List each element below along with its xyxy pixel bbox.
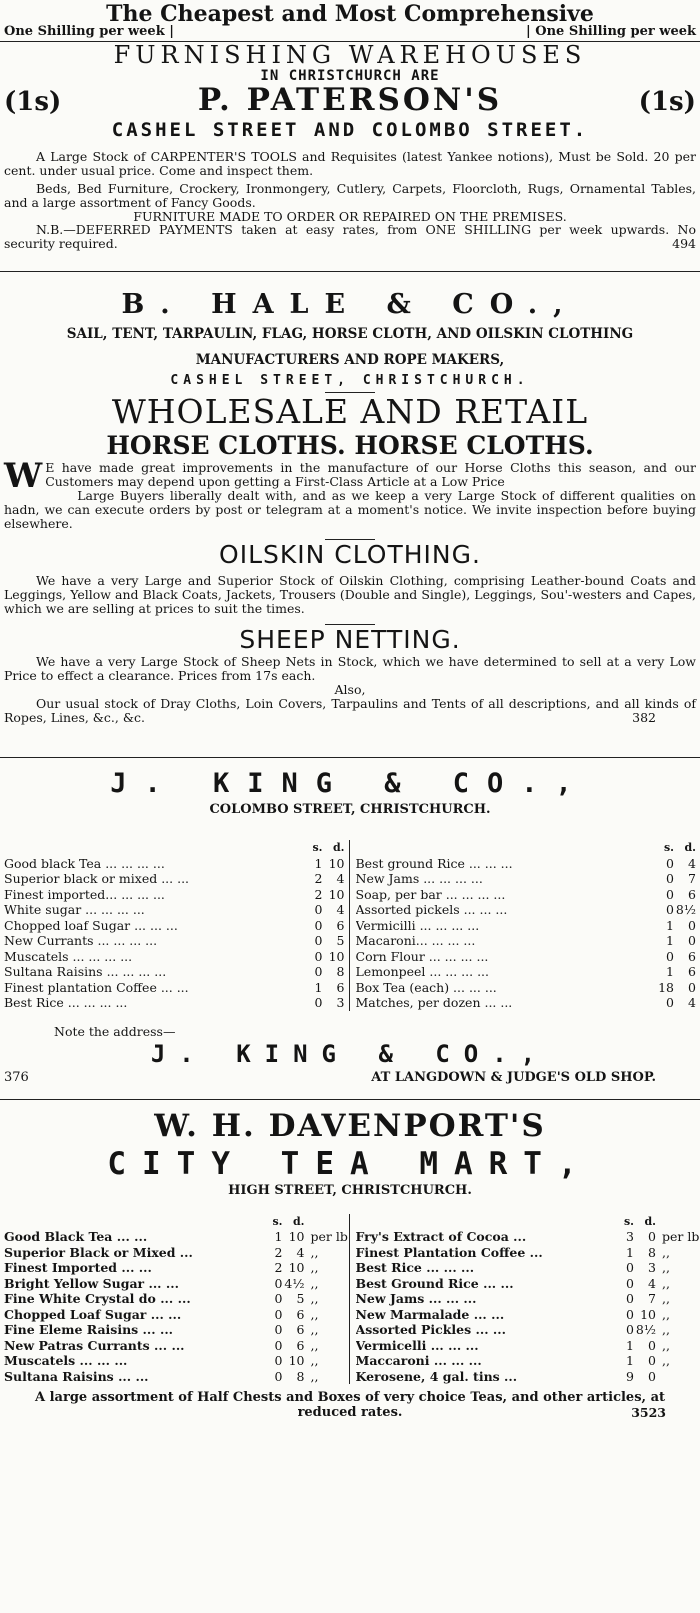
price-header — [4, 1214, 345, 1230]
hale-name: B. HALE & CO., — [121, 289, 579, 320]
item-shillings: 0 — [274, 1353, 283, 1368]
item-pence: 3 — [648, 1260, 656, 1275]
item-shillings: 0 — [274, 1322, 283, 1337]
item-shillings: 0 — [314, 933, 323, 948]
item-unit: ,, — [662, 1291, 670, 1306]
item-pence: 8 — [648, 1244, 656, 1260]
price-row — [356, 871, 697, 887]
davenport-name: W. H. DAVENPORT'S — [154, 1107, 546, 1144]
item-name: Bright Yellow Sugar ... ... — [4, 1275, 179, 1291]
davenport-price-list — [4, 1214, 700, 1385]
item-shillings: 1 — [314, 855, 323, 871]
price-row — [4, 887, 345, 903]
item-pence: 0 — [688, 979, 696, 995]
drop-cap: W — [4, 456, 43, 496]
item-pence: 4½ — [284, 1275, 305, 1291]
also-line: Also, — [334, 682, 366, 697]
hale-makers: MANUFACTURERS AND ROPE MAKERS, — [195, 352, 505, 368]
item-pence: 5 — [296, 1291, 305, 1306]
davenport-price-column-right — [350, 1214, 700, 1385]
item-name: Superior black or mixed ... ... — [4, 871, 190, 886]
item-shillings: 0 — [626, 1260, 634, 1275]
price-row — [356, 1369, 697, 1385]
price-header — [4, 840, 345, 856]
item-name: Chopped Loaf Sugar ... ... — [4, 1306, 182, 1322]
price-row — [356, 933, 697, 949]
advert-number: 382 — [632, 710, 656, 725]
item-pence: 10 — [288, 1229, 305, 1244]
price-row — [4, 1245, 345, 1261]
furniture-notice: FURNITURE MADE TO ORDER OR REPAIRED ON THE PREMISES. — [133, 209, 567, 224]
item-unit: ,, — [310, 1337, 319, 1353]
item-name: New Currants ... ... ... ... — [4, 933, 158, 948]
item-name: Sultana Raisins ... ... ... ... — [4, 964, 167, 979]
item-unit: ,, — [310, 1275, 319, 1291]
item-name: Best ground Rice ... ... ... — [355, 855, 513, 871]
price-row — [4, 964, 345, 980]
item-pence: 8½ — [635, 1322, 656, 1337]
item-unit: ,, — [662, 1260, 670, 1275]
pence-header: d. — [684, 841, 696, 854]
item-unit: ,, — [662, 1306, 670, 1322]
item-name: Fine White Crystal do ... ... — [4, 1291, 191, 1306]
item-name: New Patras Currants ... ... — [4, 1337, 185, 1353]
price-row — [4, 995, 345, 1011]
price-header — [356, 840, 697, 856]
king-address: COLOMBO STREET, CHRISTCHURCH. — [209, 802, 491, 817]
shilling-left: One Shilling per week | — [4, 24, 174, 39]
item-shillings: 1 — [666, 964, 674, 979]
price-row — [4, 1229, 348, 1245]
item-shillings: 0 — [274, 1337, 283, 1353]
item-unit: ,, — [310, 1353, 319, 1368]
item-shillings: 1 — [314, 979, 323, 995]
item-shillings: 0 — [666, 948, 674, 964]
item-pence: 4 — [336, 902, 345, 917]
price-row — [4, 1353, 345, 1369]
price-row — [356, 1307, 697, 1323]
item-pence: 6 — [296, 1337, 305, 1353]
item-name: Chopped loaf Sugar ... ... ... — [4, 917, 178, 933]
item-shillings: 0 — [274, 1368, 283, 1384]
item-pence: 5 — [336, 933, 345, 948]
item-shillings: 0 — [626, 1275, 634, 1291]
price-row — [4, 1276, 345, 1292]
item-unit: ,, — [310, 1306, 319, 1322]
item-shillings: 0 — [274, 1291, 283, 1306]
item-name: Fry's Extract of Cocoa ... — [355, 1229, 527, 1244]
item-unit: ,, — [310, 1322, 319, 1337]
item-shillings: 2 — [274, 1260, 283, 1275]
pence-header: d. — [292, 1214, 305, 1228]
king-name: J. KING & CO., — [110, 768, 590, 799]
item-name: Best Ground Rice ... ... — [355, 1275, 514, 1291]
in-city-heading: IN CHRISTCHURCH ARE — [260, 68, 440, 84]
item-pence: 4 — [688, 995, 696, 1010]
item-name: Box Tea (each) ... ... ... — [355, 979, 497, 995]
wholesale-heading: WHOLESALE AND RETAIL — [111, 392, 589, 431]
item-name: Soap, per bar ... ... ... ... — [355, 886, 506, 902]
price-row — [356, 1291, 697, 1307]
advert-number: 3523 — [631, 1405, 666, 1420]
item-pence: 6 — [688, 886, 696, 902]
item-shillings: 9 — [626, 1368, 634, 1384]
price-tag-right: (1s) — [638, 87, 696, 117]
item-pence: 7 — [648, 1291, 656, 1306]
item-shillings: 0 — [626, 1322, 634, 1337]
tools-paragraph: A Large Stock of CARPENTER'S TOOLS and Requisites (latest Yankee notions), Must be Sold. 20 per cent. under usual price. Come and inspect them. — [4, 149, 696, 178]
price-row — [4, 949, 345, 965]
advert-number: 494 — [672, 236, 696, 251]
item-pence: 0 — [648, 1229, 656, 1244]
price-row — [356, 1260, 697, 1276]
price-row — [4, 933, 345, 949]
shillings-header: s. — [272, 1214, 283, 1228]
item-name: New Marmalade ... ... — [355, 1306, 505, 1322]
item-name: Muscatels ... ... ... ... — [4, 948, 133, 964]
item-unit: per lb — [310, 1229, 348, 1244]
davenport-mart: CITY TEA MART, — [107, 1145, 593, 1182]
shillings-header: s. — [623, 1214, 634, 1228]
price-row — [356, 964, 697, 980]
price-tag-left: (1s) — [4, 87, 62, 117]
goods-paragraph: Beds, Bed Furniture, Crockery, Ironmongery, Cutlery, Carpets, Floorcloth, Rugs, Ornamental Tables, and a large assortment of Fancy Goods. — [4, 181, 696, 210]
item-shillings: 0 — [314, 917, 323, 933]
item-pence: 6 — [688, 948, 696, 964]
davenport-footer: A large assortment of Half Chests and Boxes of very choice Teas, and other articles, at reduced rates. — [35, 1390, 665, 1420]
price-row — [356, 1276, 697, 1292]
item-name: Macaroni... ... ... ... — [355, 933, 476, 948]
item-pence: 8 — [296, 1368, 305, 1384]
item-shillings: 2 — [314, 871, 323, 886]
item-shillings: 1 — [626, 1337, 634, 1353]
hale-address: CASHEL STREET, CHRISTCHURCH. — [170, 373, 530, 388]
horse-paragraph-2: Large Buyers liberally dealt with, and as we keep a very Large Stock of different qualities on hadn, we can execute orders by post or telegram at a moment's notice. We invite inspection before buying elsewhere. — [4, 488, 696, 531]
item-shillings: 1 — [666, 917, 674, 933]
price-row — [4, 980, 345, 996]
hale-advert — [4, 286, 696, 725]
item-shillings: 0 — [666, 886, 674, 902]
item-pence: 8½ — [675, 902, 696, 917]
oilskin-heading: OILSKIN CLOTHING. — [219, 540, 481, 569]
item-name: Vermicelli ... ... ... — [355, 1337, 479, 1353]
price-row — [356, 856, 697, 872]
king-price-column-left — [4, 840, 350, 1011]
item-name: Corn Flour ... ... ... ... — [355, 948, 489, 964]
item-shillings: 0 — [626, 1291, 634, 1306]
item-unit: ,, — [310, 1368, 319, 1384]
item-unit: ,, — [310, 1291, 319, 1306]
item-pence: 0 — [648, 1337, 656, 1353]
item-shillings: 1 — [666, 933, 674, 948]
pence-header: d. — [644, 1214, 656, 1228]
price-row — [356, 887, 697, 903]
horse-cloths-heading: HORSE CLOTHS. HORSE CLOTHS. — [106, 431, 594, 460]
item-pence: 10 — [288, 1260, 305, 1275]
item-name: Matches, per dozen ... ... — [355, 995, 513, 1010]
hale-trades: SAIL, TENT, TARPAULIN, FLAG, HORSE CLOTH, AND OILSKIN CLOTHING — [66, 326, 634, 342]
divider — [0, 1099, 700, 1100]
price-header — [356, 1214, 697, 1230]
item-name: Vermicilli ... ... ... ... — [355, 917, 480, 933]
king-price-list — [4, 840, 696, 1011]
item-pence: 0 — [688, 933, 696, 948]
item-unit: ,, — [662, 1322, 670, 1337]
item-shillings: 0 — [666, 995, 674, 1010]
item-pence: 6 — [688, 964, 696, 979]
item-pence: 0 — [688, 917, 696, 933]
item-unit: ,, — [662, 1244, 670, 1260]
item-shillings: 0 — [314, 995, 323, 1010]
horse-paragraph-1: W E have made great improvements in the manufacture of our Horse Cloths this season, and our Customers may depend upon getting a First-Class Article at a Low Price — [4, 456, 696, 496]
price-row — [4, 902, 345, 918]
item-name: Good black Tea ... ... ... ... — [4, 855, 165, 871]
davenport-price-column-left — [4, 1214, 350, 1385]
paterson-address: CASHEL STREET AND COLOMBO STREET. — [111, 119, 589, 141]
item-name: Maccaroni ... ... ... — [355, 1353, 482, 1368]
item-shillings: 3 — [626, 1229, 634, 1244]
item-unit: ,, — [662, 1353, 670, 1368]
item-name: Best Rice ... ... ... — [355, 1260, 475, 1275]
item-shillings: 2 — [274, 1244, 283, 1260]
sheep-paragraph: We have a very Large Stock of Sheep Nets in Stock, which we have determined to sell at a very Low Price to effect a clearance. Prices from 17s each. — [4, 654, 696, 683]
item-pence: 0 — [648, 1353, 656, 1368]
shillings-header: s. — [312, 841, 323, 854]
shilling-right: | One Shilling per week — [526, 24, 696, 39]
item-pence: 10 — [288, 1353, 305, 1368]
item-unit: ,, — [310, 1260, 319, 1275]
item-pence: 7 — [688, 871, 696, 886]
item-shillings: 0 — [314, 902, 323, 917]
item-shillings: 0 — [314, 948, 323, 964]
price-row — [356, 1322, 697, 1338]
item-shillings: 0 — [666, 871, 674, 886]
item-pence: 6 — [296, 1322, 305, 1337]
price-row — [4, 1260, 345, 1276]
price-row — [4, 1338, 345, 1354]
price-row — [355, 1229, 700, 1245]
item-pence: 6 — [336, 917, 345, 933]
item-name: Finest Imported ... ... — [4, 1260, 152, 1275]
item-pence: 8 — [336, 964, 345, 979]
item-pence: 3 — [336, 995, 345, 1010]
price-row — [356, 902, 697, 918]
item-pence: 0 — [648, 1368, 656, 1384]
item-pence: 6 — [336, 979, 345, 995]
item-name: Best Rice ... ... ... ... — [4, 995, 128, 1010]
divider — [0, 757, 700, 758]
item-unit: ,, — [662, 1337, 670, 1353]
usual-stock-paragraph: Our usual stock of Dray Cloths, Loin Covers, Tarpaulins and Tents of all descriptions, and all kinds of Ropes, Lines, &c., &c. — [4, 696, 696, 725]
item-unit: ,, — [310, 1244, 319, 1260]
item-name: White sugar ... ... ... ... — [4, 902, 145, 917]
item-pence: 4 — [336, 871, 345, 886]
king-signature: J. KING & CO., — [150, 1039, 550, 1068]
item-unit: per lb — [662, 1229, 700, 1244]
davenport-address: HIGH STREET, CHRISTCHURCH. — [228, 1182, 472, 1198]
price-row — [4, 1291, 345, 1307]
item-pence: 6 — [296, 1306, 305, 1322]
divider — [0, 271, 700, 272]
shillings-header: s. — [663, 841, 674, 854]
davenport-advert — [4, 1106, 700, 1421]
item-shillings: 0 — [314, 964, 323, 979]
item-name: Superior Black or Mixed ... — [4, 1244, 193, 1260]
item-name: Kerosene, 4 gal. tins ... — [355, 1368, 518, 1384]
warehouses-heading: FURNISHING WAREHOUSES — [113, 41, 587, 69]
item-name: Assorted Pickles ... ... — [355, 1322, 506, 1337]
item-shillings: 0 — [274, 1306, 283, 1322]
item-pence: 4 — [688, 855, 696, 871]
item-name: Finest Plantation Coffee ... — [355, 1244, 543, 1260]
paterson-name: P. PATERSON'S — [197, 82, 503, 118]
price-row — [356, 980, 697, 996]
sheep-netting-heading: SHEEP NETTING. — [239, 625, 461, 654]
price-row — [4, 1322, 345, 1338]
oilskin-paragraph: We have a very Large and Superior Stock of Oilskin Clothing, comprising Leather-bound Coats and Leggings, Yellow and Black Coats, Jackets, Trousers (Double and Single), Leggings, Sou'-westers and Capes, which we are selling at prices to suit the times. — [4, 573, 696, 616]
item-name: Finest plantation Coffee ... ... — [4, 979, 189, 995]
item-name: Sultana Raisins ... ... — [4, 1368, 149, 1384]
item-shillings: 0 — [666, 902, 674, 917]
item-shillings: 0 — [666, 855, 674, 871]
price-row — [4, 1307, 345, 1323]
advert-number: 376 — [4, 1069, 29, 1085]
king-advert — [4, 766, 696, 1087]
item-shillings: 1 — [274, 1229, 283, 1244]
item-pence: 10 — [328, 886, 345, 902]
item-shillings: 18 — [658, 979, 674, 995]
price-row — [356, 1245, 697, 1261]
item-name: New Jams ... ... ... ... — [355, 871, 483, 886]
item-pence: 10 — [640, 1306, 656, 1322]
item-pence: 10 — [328, 948, 345, 964]
item-name: New Jams ... ... ... — [355, 1291, 477, 1306]
pence-header: d. — [332, 841, 345, 854]
price-row — [4, 1369, 345, 1385]
king-price-column-right — [350, 840, 697, 1011]
price-row — [4, 856, 345, 872]
item-shillings: 1 — [626, 1353, 634, 1368]
item-shillings: 0 — [274, 1275, 283, 1291]
note-address: Note the address— — [54, 1023, 176, 1039]
nb-paragraph: N.B.—DEFERRED PAYMENTS taken at easy rates, from ONE SHILLING per week upwards. No security required. — [4, 222, 696, 251]
item-name: Finest imported... ... ... ... — [4, 886, 165, 902]
item-shillings: 2 — [314, 886, 323, 902]
item-shillings: 1 — [626, 1244, 634, 1260]
price-row — [356, 949, 697, 965]
price-row — [4, 871, 345, 887]
item-pence: 4 — [296, 1244, 305, 1260]
item-pence: 4 — [648, 1275, 656, 1291]
old-shop-line: AT LANGDOWN & JUDGE'S OLD SHOP. — [371, 1069, 656, 1085]
item-unit: ,, — [662, 1275, 670, 1291]
price-row — [356, 1353, 697, 1369]
paterson-advert — [4, 0, 696, 251]
cheapest-headline: The Cheapest and Most Comprehensive — [106, 1, 594, 27]
item-name: Assorted pickels ... ... ... — [355, 902, 508, 917]
item-pence: 10 — [328, 855, 345, 871]
item-name: Lemonpeel ... ... ... ... — [355, 964, 489, 979]
price-row — [356, 995, 697, 1011]
price-row — [356, 918, 697, 934]
item-name: Good Black Tea ... ... — [4, 1229, 148, 1244]
price-row — [4, 918, 345, 934]
item-shillings: 0 — [626, 1306, 634, 1322]
price-row — [356, 1338, 697, 1354]
item-name: Fine Eleme Raisins ... ... — [4, 1322, 174, 1337]
item-name: Muscatels ... ... ... — [4, 1353, 128, 1368]
